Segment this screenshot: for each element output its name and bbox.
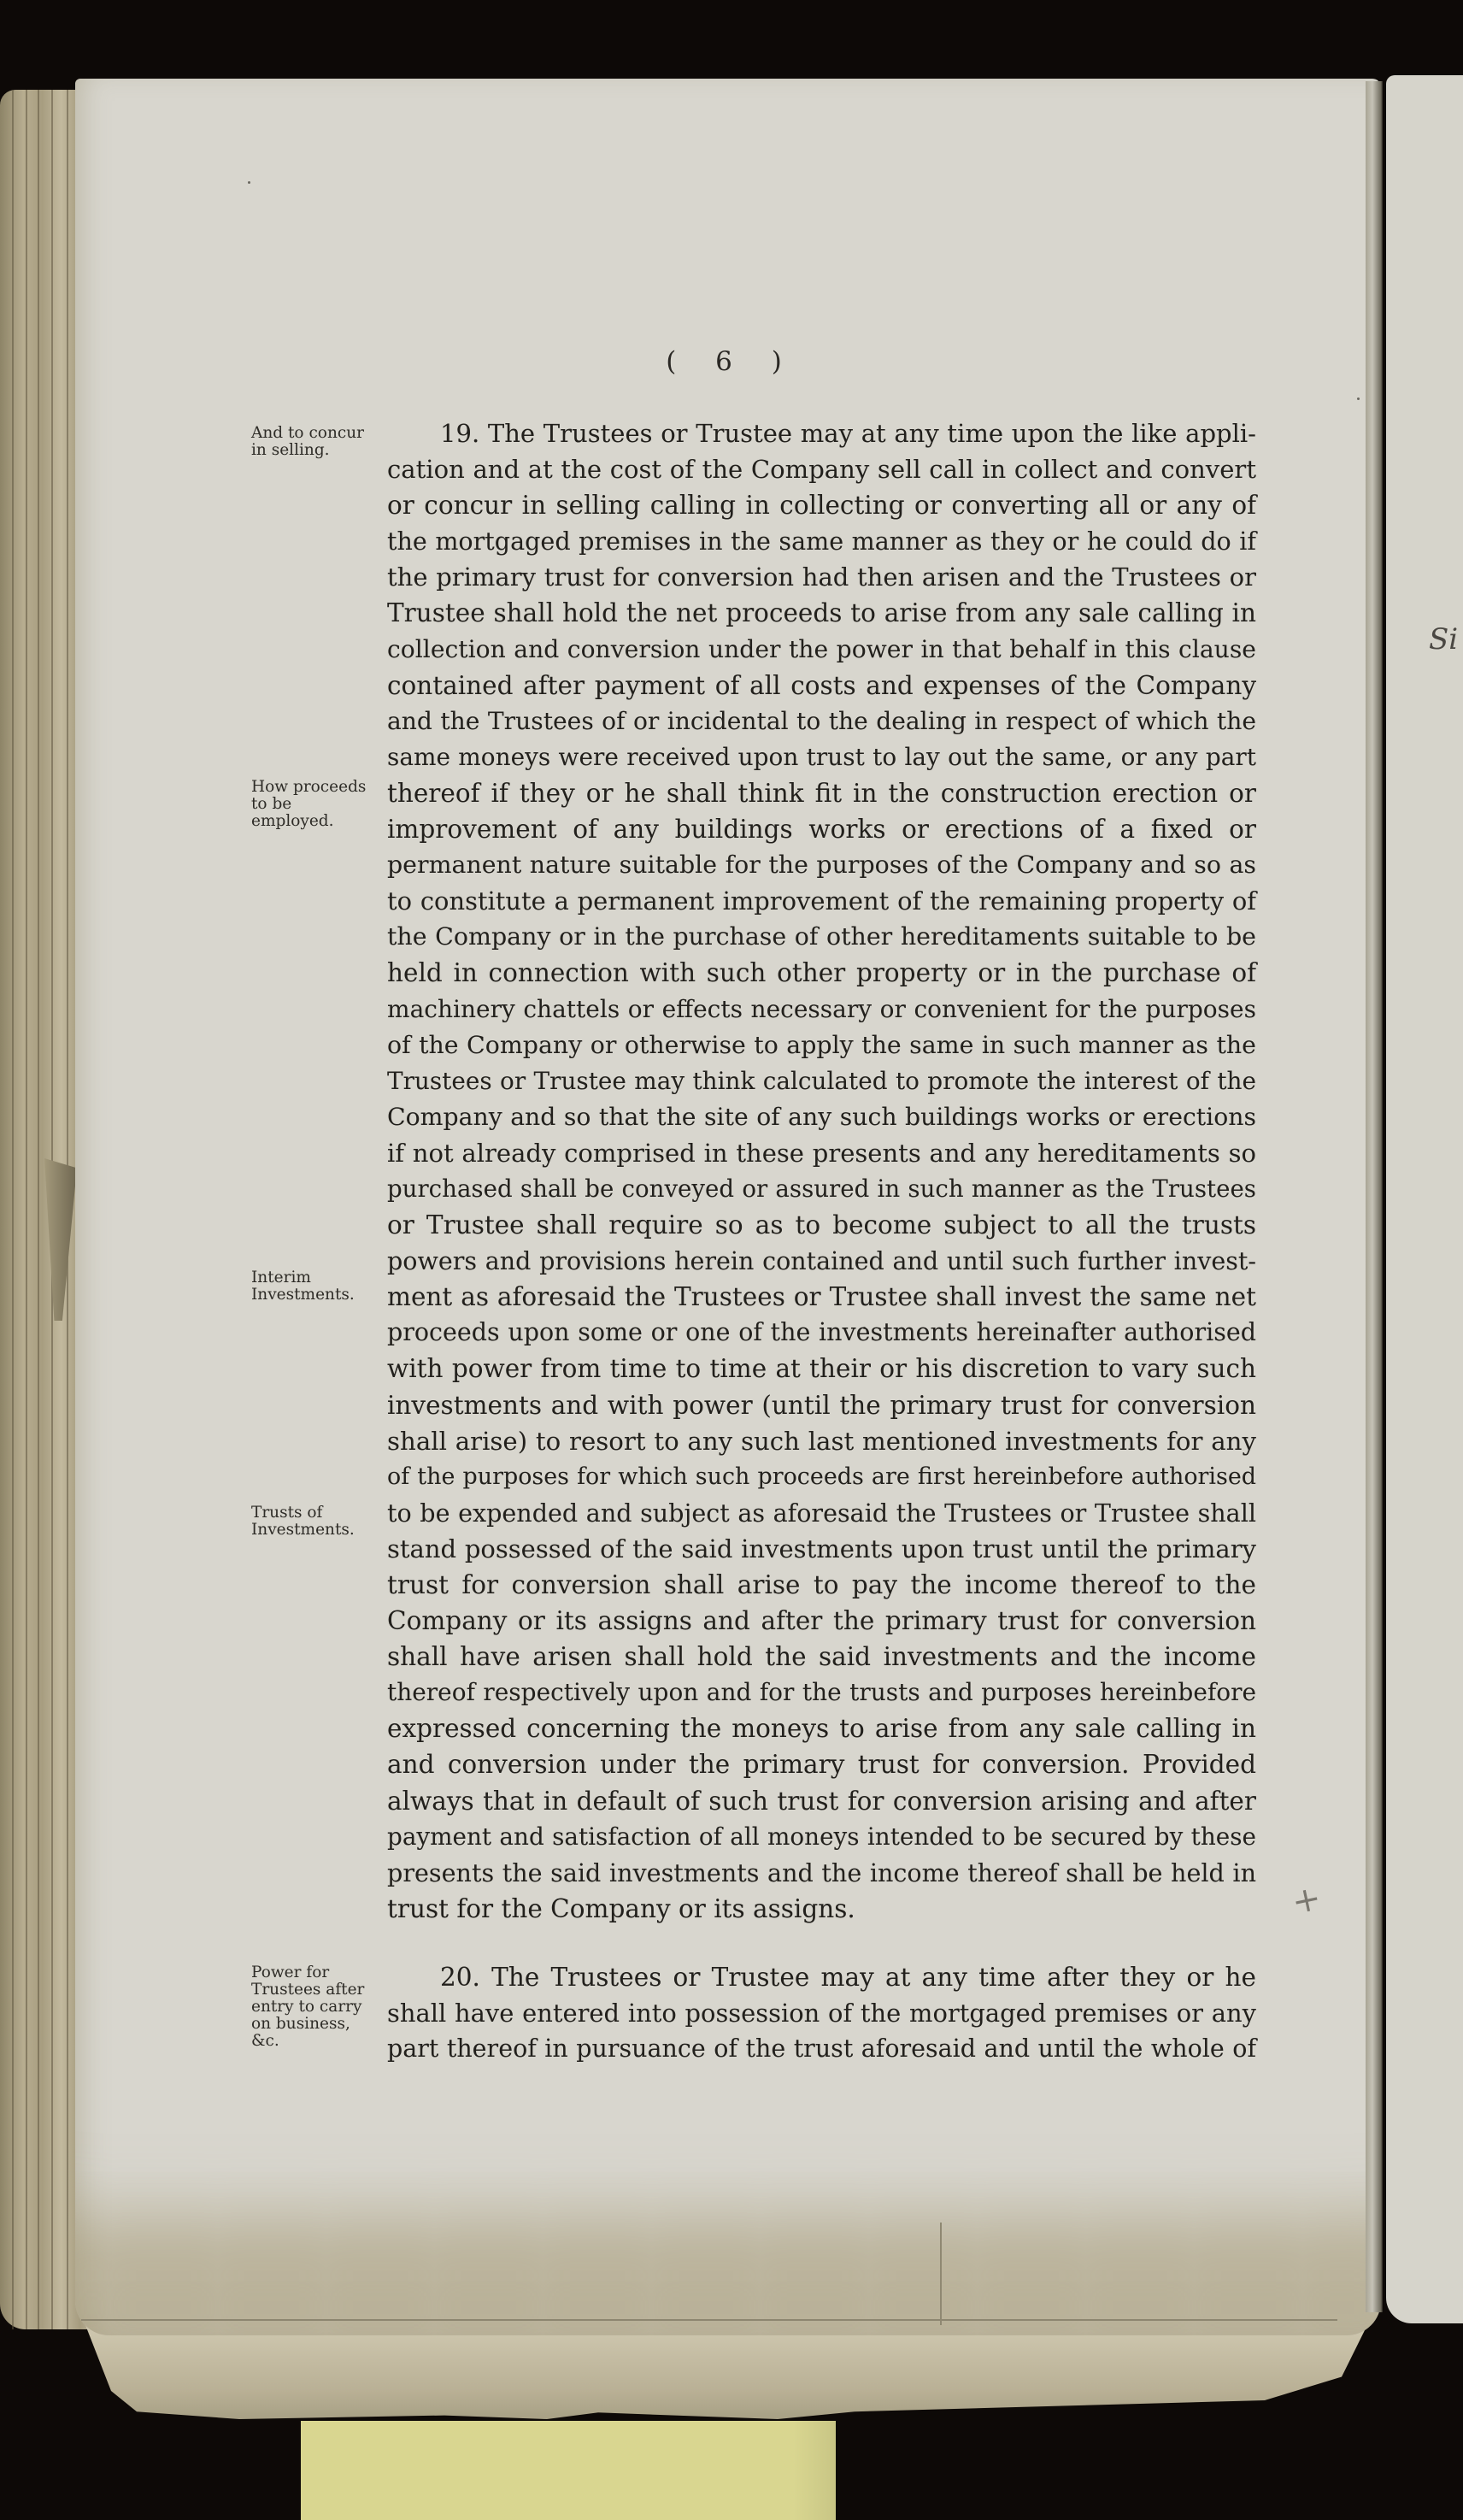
text-line: held in connection with such other property or in the purchase of (387, 958, 1256, 988)
margin-note-line: Trusts of (251, 1504, 323, 1522)
text-line: proceeds upon some or one of the investments hereinafter authorised (387, 1318, 1256, 1347)
margin-note-line: on business, (251, 2015, 350, 2033)
page-edge-line (26, 90, 27, 2329)
text-line: permanent nature suitable for the purposes of the Company and so as (387, 851, 1256, 880)
text-line: machinery chattels or effects necessary or convenient for the purposes (387, 994, 1256, 1023)
text-line: with power from time to time at their or his discretion to vary such (387, 1354, 1256, 1384)
margin-note-line: Trustees after (251, 1981, 365, 1999)
text-line: Trustee shall hold the net proceeds to arise from any sale calling in (387, 598, 1256, 628)
text-line: shall have entered into possession of the mortgaged premises or any (387, 1999, 1256, 2028)
paper-speck (1357, 397, 1360, 400)
margin-note-trusts (251, 1504, 379, 1539)
text-line: contained after payment of all costs and expenses of the Company (387, 670, 1256, 700)
text-line: or concur in selling calling in collecting or converting all or any of (387, 491, 1256, 521)
text-line: purchased shall be conveyed or assured in such manner as the Trustees (387, 1174, 1256, 1203)
text-line: same moneys were received upon trust to lay out the same, or any part (387, 742, 1256, 771)
margin-note-line: &c. (251, 2032, 279, 2050)
text-line: shall have arisen shall hold the said investments and the income (387, 1642, 1256, 1672)
margin-note-power (251, 1964, 379, 2050)
text-line: thereof if they or he shall think fit in the construction erection or (387, 778, 1256, 808)
margin-note-line: Investments. (251, 1286, 355, 1304)
text-line: cation and at the cost of the Company sell call in collect and convert (387, 455, 1256, 485)
text-line: improvement of any buildings works or erections of a fixed or (387, 815, 1256, 845)
margin-note-interim (251, 1269, 379, 1304)
paper-crease (940, 2223, 942, 2325)
handwritten-cross-mark: + (1288, 1878, 1325, 1922)
page-number: ( 6 ) (666, 346, 797, 377)
text-line: collection and conversion under the power in that behalf in this clause (387, 634, 1256, 663)
margin-note-line: How proceeds (251, 778, 367, 796)
margin-note-line: And to concur (251, 424, 364, 442)
text-line: Company or its assigns and after the primary trust for conversion (387, 1606, 1256, 1636)
text-line: shall arise) to resort to any such last mentioned investments for any (387, 1426, 1256, 1456)
margin-note-line: in selling. (251, 441, 330, 459)
text-line: and conversion under the primary trust for conversion. Provided (387, 1750, 1256, 1780)
text-line: stand possessed of the said investments upon trust until the primary (387, 1534, 1256, 1563)
text-line: or Trustee shall require so as to become subject to all the trusts (387, 1210, 1256, 1240)
text-line: trust for conversion shall arise to pay the income thereof to the (387, 1570, 1256, 1599)
text-line: to be expended and subject as aforesaid the Trustees or Trustee shall (387, 1498, 1256, 1528)
text-line: investments and with power (until the primary trust for conversion (387, 1390, 1256, 1420)
text-line: 19. The Trustees or Trustee may at any time upon the like appli- (440, 419, 1256, 448)
document-body (387, 415, 1256, 2067)
text-line: if not already comprised in these presents and any hereditaments so (387, 1138, 1256, 1168)
clause-20 (387, 1959, 1256, 2067)
paragraph-gap (387, 1927, 1256, 1959)
text-line: and the Trustees of or incidental to the dealing in respect of which the (387, 706, 1256, 735)
handwritten-margin-note: Si (1429, 622, 1459, 656)
margin-note-line: to be (251, 795, 292, 813)
clause-19 (387, 415, 1256, 1927)
page-fold-line (81, 2319, 1337, 2321)
text-line: of the purposes for which such proceeds are first hereinbefore authorised (387, 1463, 1256, 1490)
text-line: ment as aforesaid the Trustees or Trustee shall invest the same net (387, 1282, 1256, 1312)
text-line: the Company or in the purchase of other hereditaments suitable to be (387, 922, 1256, 951)
text-line: trust for the Company or its assigns. (387, 1893, 855, 1923)
text-line: Company and so that the site of any such buildings works or erections (387, 1102, 1256, 1131)
text-line: expressed concerning the moneys to arise from any sale calling in (387, 1714, 1256, 1744)
text-line: powers and provisions herein contained and until such further invest- (387, 1246, 1256, 1276)
text-line: part thereof in pursuance of the trust aforesaid and until the whole of (387, 2034, 1256, 2064)
torn-page-bottom (85, 2325, 1367, 2419)
page-edge-line (38, 90, 39, 2329)
facing-page-edge (1386, 75, 1463, 2323)
margin-note-concur (251, 425, 379, 459)
text-line: thereof respectively upon and for the trusts and purposes hereinbefore (387, 1678, 1256, 1707)
text-line: always that in default of such trust for conversion arising and after (387, 1786, 1256, 1816)
text-line: the mortgaged premises in the same manner as they or he could do if (387, 527, 1256, 556)
paper-speck (248, 181, 250, 184)
text-line: presents the said investments and the income thereof shall be held in (387, 1858, 1256, 1887)
margin-note-line: entry to carry (251, 1998, 362, 2016)
page-edge-line (12, 90, 14, 2329)
margin-note-line: Investments. (251, 1521, 355, 1539)
book-gutter (1366, 81, 1383, 2312)
margin-note-line: Power for (251, 1964, 330, 1981)
margin-note-line: Interim (251, 1269, 311, 1286)
text-line: to constitute a permanent improvement of the remaining property of (387, 886, 1256, 916)
margin-note-proceeds (251, 779, 379, 830)
margin-note-line: employed. (251, 812, 334, 830)
text-line: the primary trust for conversion had then arisen and the Trustees or (387, 562, 1256, 592)
text-line: of the Company or otherwise to apply the same in such manner as the (387, 1030, 1256, 1059)
text-line: payment and satisfaction of all moneys intended to be secured by these (387, 1822, 1256, 1851)
text-line: 20. The Trustees or Trustee may at any time after they or he (440, 1962, 1256, 1992)
text-line: Trustees or Trustee may think calculated to promote the interest of the (387, 1066, 1256, 1095)
bookmark-slip-shade (301, 2421, 836, 2520)
